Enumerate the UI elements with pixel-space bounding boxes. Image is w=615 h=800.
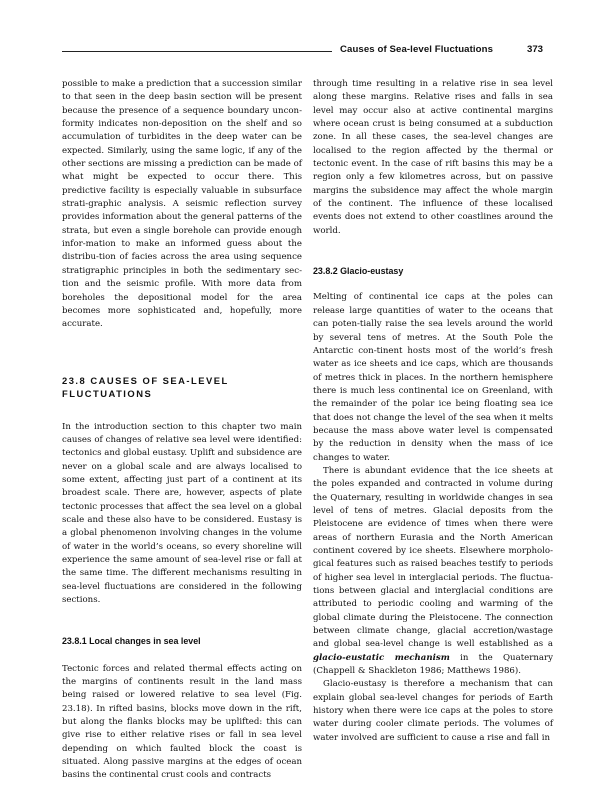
paragraph-glacio-2 — [313, 465, 553, 679]
paragraph-local: Tectonic forces and related thermal effects acting on the margins of continents result in the land mass being raised or lowered relative to sea level (Fig. 23.18). In rifted basins, blocks move down in the rift, but along the flanks blocks may be uplifted: this can give rise to either relative rises or fall in sea level depending on which faulted block the coast is situated. Along passive margins at the edges of ocean basins the continental crust cools and contracts — [62, 663, 302, 781]
paragraph-glacio-2-tail: in the Quaternary (Chappell & Shackleton 1986; Matthews 1986). — [313, 652, 553, 677]
key-term: glacio-eustatic mechanism — [313, 652, 450, 663]
section-heading-line1: CAUSES OF SEA-LEVEL — [90, 374, 229, 386]
paragraph-continued: through time resulting in a relative rise in sea level along these margins. Relative rises and falls in sea level may occur also at active continental margins where ocean crust is being consumed at a subduction zone. In all these cases, the sea-level changes are localised to the region affected by the thermal or tectonic event. In the case of rift basins this may be a region only a few kilometres across, but on passive margins the subsidence may affect the whole margin of the continent. The influence of these localised events does not extend to other coastlines around the world. — [313, 79, 553, 236]
running-head: Causes of Sea-level Fluctuations — [340, 44, 494, 55]
paragraph-glacio-3: Glacio-eustasy is therefore a mechanism that can explain global sea-level changes for periods of Earth history when there were ice caps at the poles to store water during cooler climate periods. The volumes of water involved are sufficient to cause a rise and fall in — [313, 679, 553, 743]
subsection-heading-local: 23.8.1 Local changes in sea level — [62, 636, 201, 647]
paragraph-intro: possible to make a prediction that a succession similar to that seen in the deep basin section will be present because the presence of a sequence boundary uncon-formity indicates non-deposition on the shelf and so accumulation of turbidites in the deep water can be expected. Similarly, using the same logic, if any of the other sections are missing a prediction can be made of what might be expected to occur there. This predictive facility is especially valuable in subsurface strati-graphic analysis. A seismic reflection survey provides information about the general patterns of the strata, but even a single borehole can provide enough infor-mation to make an informed guess about the distribu-tion of facies across the area using sequence stratigraphic principles in both the sedimentary sec-tion and the seismic profile. With more data from boreholes the depositional model for the area becomes more sophisticated and, hopefully, more accurate. — [62, 79, 302, 330]
page-number: 373 — [527, 44, 544, 55]
section-heading — [62, 374, 302, 401]
paragraph-glacio-1: Melting of continental ice caps at the poles can release large quantities of water to the oceans that can poten-tially raise the sea levels around the world by several tens of metres. At the South Pole the Antarctic con-tinent hosts most of the world’s fresh water as ice sheets and ice caps, which are thousands of metres thick in places. In the northern hemisphere there is much less continental ice on Greenland, with the remainder of the polar ice being floating sea ice that does not change the level of the sea when it melts because the mass above water level is compensated by the reduction in density when the mass of ice changes to water. — [313, 292, 553, 463]
section-heading-number: 23.8 — [62, 374, 87, 386]
right-column — [313, 78, 553, 745]
section-heading-line2: FLUCTUATIONS — [62, 388, 153, 400]
paragraph-section: In the introduction section to this chapter two main causes of changes of relative sea level were identified: tectonics and global eustasy. Uplift and subsidence are never on a global scale and are always localised to some extent, affecting just part of a continent at its broadest scale. There are, however, aspects of plate tectonic processes that affect the sea level on a global scale and these also have to be considered. Eustasy is a global phenomenon involving changes in the volume of water in the world’s oceans, so every shoreline will experience the same amount of sea-level rise or fall at the same time. The different mechanisms resulting in sea-level fluctuations are considered in the following sections. — [62, 421, 303, 605]
left-column — [62, 78, 302, 783]
subsection-heading-glacio: 23.8.2 Glacio-eustasy — [313, 266, 404, 277]
header-rule — [62, 51, 332, 52]
paragraph-glacio-2-text: There is abundant evidence that the ice sheets at the poles expanded and contracted in volume during the Quaternary, resulting in worldwide changes in sea level of tens of metres. Glacial deposits from the Pleistocene are evidence of times when there were areas of northern Eurasia and the North American continent covered by ice sheets. Elsewhere morpholo-gical features such as raised beaches testify to periods of higher sea level in interglacial periods. The fluctua-tions between glacial and interglacial conditions are attributed to periodic cooling and warming of the global climate during the Pleistocene. The connection between climate change, glacial accretion/wastage and global sea-level change is well established as a — [313, 465, 553, 650]
